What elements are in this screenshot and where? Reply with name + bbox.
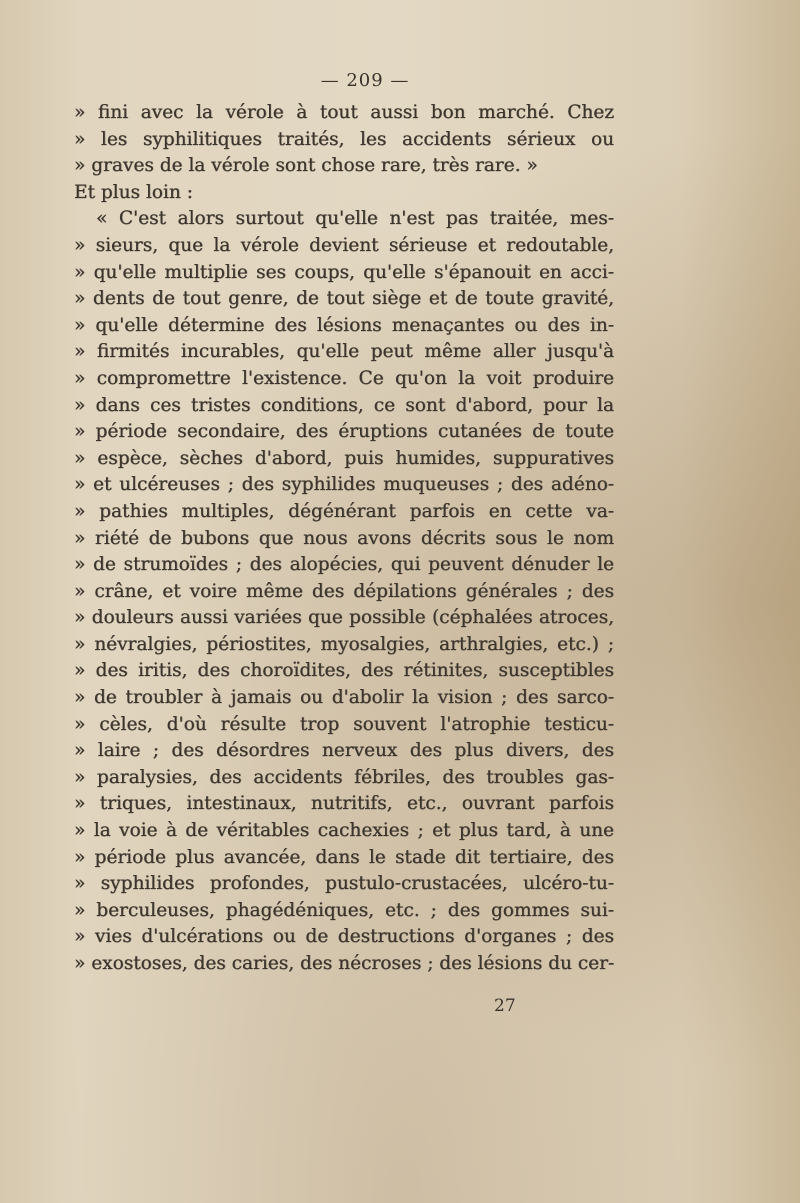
text-line: » qu'elle multiplie ses coups, qu'elle s'épanouit en acci-	[74, 261, 614, 283]
text-line: » les syphilitiques traités, les accidents sérieux ou	[74, 128, 614, 150]
page-number: — 209 —	[320, 70, 410, 91]
text-line: » douleurs aussi variées que possible (céphalées atroces,	[74, 607, 614, 629]
text-line: » syphilides profondes, pustulo-crustacées, ulcéro-tu-	[74, 873, 614, 895]
text-line: » la voie à de véritables cachexies ; et plus tard, à une	[74, 820, 614, 842]
text-line: » firmités incurables, qu'elle peut même aller jusqu'à	[74, 341, 614, 363]
text-line: » période plus avancée, dans le stade dit tertiaire, des	[74, 846, 614, 868]
text-line: » de strumoïdes ; des alopécies, qui peuvent dénuder le	[74, 554, 614, 576]
text-line: » dans ces tristes conditions, ce sont d'abord, pour la	[74, 394, 614, 416]
text-line: » triques, intestinaux, nutritifs, etc., ouvrant parfois	[74, 793, 614, 815]
text-line: » vies d'ulcérations ou de destructions d'organes ; des	[74, 926, 614, 948]
text-line: » crâne, et voire même des dépilations générales ; des	[74, 580, 614, 602]
text-line: » et ulcéreuses ; des syphilides muqueuses ; des adéno-	[74, 474, 614, 496]
text-line: » berculeuses, phagédéniques, etc. ; des gommes sui-	[74, 899, 614, 921]
text-line: » fini avec la vérole à tout aussi bon marché. Chez	[74, 102, 614, 123]
text-line: » espèce, sèches d'abord, puis humides, suppuratives	[74, 447, 614, 469]
text-line: » exostoses, des caries, des nécroses ; des lésions du cer-	[74, 953, 614, 974]
text-line: » période secondaire, des éruptions cutanées de toute	[74, 421, 614, 443]
text-line: » des iritis, des choroïdites, des rétinites, susceptibles	[74, 660, 614, 682]
text-line: Et plus loin :	[74, 181, 193, 203]
text-line: » sieurs, que la vérole devient sérieuse et redoutable,	[74, 234, 614, 256]
text-line: » de troubler à jamais ou d'abolir la vision ; des sarco-	[74, 687, 614, 709]
text-line: » dents de tout genre, de tout siège et de toute gravité,	[74, 288, 614, 310]
body-text	[74, 100, 614, 978]
text-line: » paralysies, des accidents fébriles, des troubles gas-	[74, 766, 614, 788]
text-line: » riété de bubons que nous avons décrits sous le nom	[74, 527, 614, 549]
text-line: « C'est alors surtout qu'elle n'est pas traitée, mes-	[96, 208, 614, 230]
text-line: » compromettre l'existence. Ce qu'on la voit produire	[74, 367, 614, 389]
text-line: » cèles, d'où résulte trop souvent l'atrophie testicu-	[74, 713, 614, 735]
text-line: » pathies multiples, dégénérant parfois en cette va-	[74, 500, 614, 522]
text-line: » laire ; des désordres nerveux des plus divers, des	[74, 740, 614, 762]
text-line: » névralgies, périostites, myosalgies, arthralgies, etc.) ;	[74, 633, 614, 655]
text-line: » qu'elle détermine des lésions menaçantes ou des in-	[74, 314, 614, 336]
signature-mark: 27	[494, 996, 516, 1016]
text-line: » graves de la vérole sont chose rare, très rare. »	[74, 155, 538, 177]
